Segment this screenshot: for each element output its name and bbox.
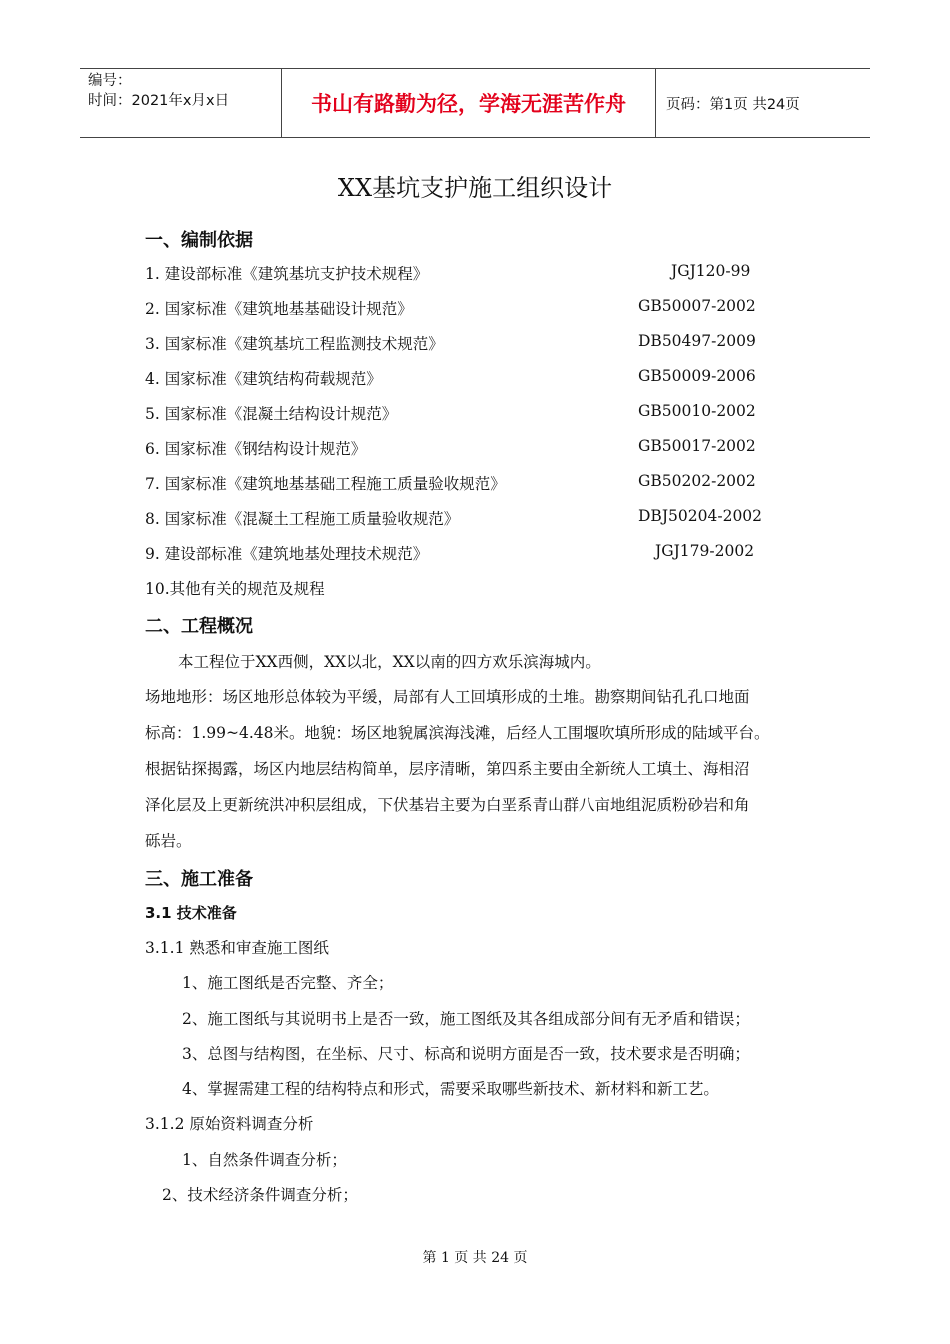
reference-code: GB50202-2002 [638,472,756,490]
section2-heading: 二、工程概况 [145,616,253,637]
page-footer: 第 1 页 共 24 页 [422,1250,528,1266]
reference-code: JGJ120-99 [671,262,751,280]
reference-item: 5. 国家标准《混凝土结构设计规范》 [145,405,398,423]
reference-item: 7. 国家标准《建筑地基基础工程施工质量验收规范》 [145,475,506,493]
drawing-check-item: 2、施工图纸与其说明书上是否一致，施工图纸及其各组成部分间有无矛盾和错误； [182,1010,750,1028]
survey-item: 1、自然条件调查分析； [182,1151,347,1169]
reference-item: 1. 建设部标准《建筑基坑支护技术规程》 [145,265,429,283]
reference-item: 4. 国家标准《建筑结构荷载规范》 [145,370,382,388]
overview-line: 泽化层及上更新统洪冲积层组成，下伏基岩主要为白垩系青山群八亩地组泥质粉砂岩和角 [145,796,750,814]
reference-item: 2. 国家标准《建筑地基基础设计规范》 [145,300,413,318]
overview-line: 砾岩。 [145,832,192,850]
time-label: 时间：2021年x月x日 [88,93,230,109]
overview-paragraph: 本工程位于XX西侧，XX以北，XX以南的四方欢乐滨海城内。 [178,653,601,671]
overview-line: 场地地形：场区地形总体较为平缓，局部有人工回填形成的土堆。勘察期间钻孔孔口地面 [145,688,750,706]
header-meta [80,69,282,137]
drawing-check-item: 4、掌握需建工程的结构特点和形式，需要采取哪些新技术、新材料和新工艺。 [182,1080,719,1098]
reference-code: DBJ50204-2002 [638,507,763,525]
reference-item: 9. 建设部标准《建筑地基处理技术规范》 [145,545,429,563]
survey-item: 2、技术经济条件调查分析； [162,1186,358,1204]
reference-code: DB50497-2009 [638,332,756,350]
drawing-check-item: 3、总图与结构图，在坐标、尺寸、标高和说明方面是否一致，技术要求是否明确； [182,1045,750,1063]
number-label: 编号： [88,73,132,89]
reference-item: 3. 国家标准《建筑基坑工程监测技术规范》 [145,335,444,353]
overview-line: 标高：1.99~4.48米。地貌：场区地貌属滨海浅滩，后经人工围堰吹填所形成的陆域平台。 [145,724,770,742]
reference-code: JGJ179-2002 [655,542,755,560]
subsection-drawings: 3.1.1 熟悉和审查施工图纸 [145,939,329,957]
reference-item: 10.其他有关的规范及规程 [145,580,325,598]
subsection-survey: 3.1.2 原始资料调查分析 [145,1115,314,1133]
reference-code: GB50017-2002 [638,437,756,455]
subsection-technical-prep: 3.1 技术准备 [145,904,237,922]
header-page-info: 页码：第1页 共24页 [666,96,800,113]
section3-heading: 三、施工准备 [145,869,253,890]
drawing-check-item: 1、施工图纸是否完整、齐全； [182,974,394,992]
overview-line: 根据钻探揭露，场区内地层结构简单，层序清晰，第四系主要由全新统人工填土、海相沼 [145,760,750,778]
page-header [80,68,870,138]
section1-heading: 一、编制依据 [145,230,253,251]
reference-code: GB50010-2002 [638,402,756,420]
document-title: XX基坑支护施工组织设计 [337,174,613,202]
reference-code: GB50007-2002 [638,297,756,315]
reference-code: GB50009-2006 [638,367,756,385]
reference-item: 8. 国家标准《混凝土工程施工质量验收规范》 [145,510,460,528]
header-motto: 书山有路勤为径，学海无涯苦作舟 [282,69,656,137]
reference-item: 6. 国家标准《钢结构设计规范》 [145,440,367,458]
